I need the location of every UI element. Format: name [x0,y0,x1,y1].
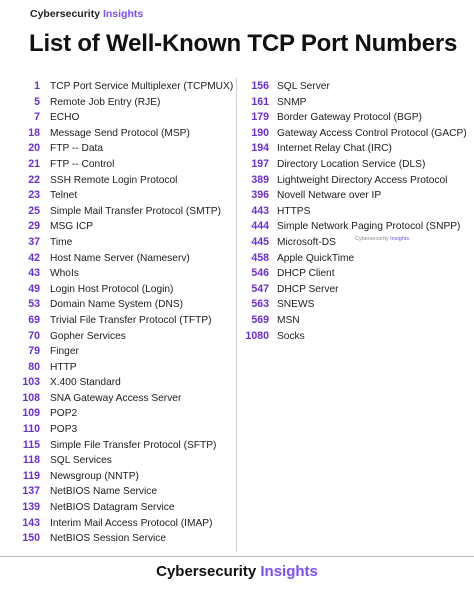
port-number: 7 [34,111,40,124]
port-row [0,95,235,111]
port-row [236,141,474,157]
port-row [0,531,235,547]
port-number: 194 [251,142,269,155]
port-number: 563 [251,298,269,311]
service-name: TCP Port Service Multiplexer (TCPMUX) [50,81,234,92]
port-row [0,251,235,267]
port-number: 25 [28,204,40,217]
port-number: 20 [28,142,40,155]
service-name: Lightweight Directory Access Protocol [277,174,448,186]
service-name: Host Name Server (Nameserv) [50,252,190,264]
port-row [0,469,235,485]
service-name: Gopher Services [50,330,126,342]
port-row [236,329,474,345]
port-number: 118 [22,454,40,467]
port-number: 569 [251,313,269,326]
brand-accent: Insights [102,8,144,20]
port-number: 110 [22,423,40,436]
port-number: 1 [34,80,40,92]
port-number: 445 [251,235,269,248]
port-row [0,282,235,298]
port-row [0,126,235,142]
footer-accent: Insights [260,563,318,580]
service-name: X.400 Standard [50,377,121,389]
port-row [0,438,235,454]
port-number: 150 [22,532,40,545]
port-number: 396 [251,189,269,202]
port-row [236,110,474,126]
service-name: SQL Services [50,455,112,467]
port-row [0,375,235,391]
port-number: 137 [22,485,40,498]
port-row [0,173,235,189]
port-row [236,95,474,111]
port-row [0,297,235,313]
port-number: 179 [251,111,269,124]
port-number: 43 [28,267,40,280]
service-name: NetBIOS Datagram Service [50,502,175,514]
watermark-accent: Insights [390,236,410,242]
port-number: 80 [28,360,40,373]
port-number: 156 [251,80,269,92]
port-row [0,406,235,422]
service-name: Telnet [50,190,78,202]
service-name: Microsoft-DS [277,236,336,248]
service-name: Domain Name System (DNS) [50,299,184,311]
port-number: 37 [28,235,40,248]
service-name: POP3 [50,424,78,436]
port-row [236,219,474,235]
service-name: Login Host Protocol (Login) [50,283,174,295]
left-port-column [0,79,235,547]
port-number: 79 [28,345,40,358]
service-name: Finger [50,346,79,358]
port-row [0,219,235,235]
service-name: Simple File Transfer Protocol (SFTP) [50,439,217,451]
port-row [236,79,474,95]
service-name: Directory Location Service (DLS) [277,158,426,170]
port-number: 49 [28,282,40,295]
service-name: FTP -- Data [50,143,104,155]
port-row [0,329,235,345]
service-name: SNEWS [277,299,315,311]
port-number: 458 [251,251,269,264]
service-name: DHCP Server [277,283,339,295]
service-name: Trivial File Transfer Protocol (TFTP) [50,314,212,326]
port-row [0,453,235,469]
port-number: 109 [22,407,40,420]
port-number: 547 [251,282,269,295]
port-number: 139 [22,501,40,514]
service-name: NetBIOS Session Service [50,533,167,545]
port-row [0,266,235,282]
port-row [0,360,235,376]
port-row [0,79,235,95]
port-row [236,204,474,220]
port-number: 103 [22,376,40,389]
port-row [0,204,235,220]
port-row [236,313,474,329]
service-name: SNA Gateway Access Server [50,392,182,404]
service-name: Socks [277,330,305,342]
service-name: MSN [277,314,300,326]
port-number: 53 [28,298,40,311]
port-number: 444 [251,220,269,233]
port-row [0,235,235,251]
port-row [0,500,235,516]
service-name: Time [50,236,73,248]
service-name: ECHO [50,112,80,124]
service-name: NetBIOS Name Service [50,486,158,498]
port-number: 21 [28,157,40,170]
port-number: 115 [22,438,40,451]
port-row [0,516,235,532]
service-name: Remote Job Entry (RJE) [50,96,161,108]
port-number: 389 [251,173,269,186]
service-name: DHCP Client [277,268,335,280]
port-number: 108 [22,391,40,404]
port-row [0,391,235,407]
service-name: Simple Network Paging Protocol (SNPP) [277,221,461,233]
service-name: Apple QuickTime [277,252,355,264]
port-row [236,157,474,173]
port-row [0,344,235,360]
brand-name: Cybersecurity [30,8,101,20]
service-name: HTTPS [277,205,311,217]
port-row [236,251,474,267]
port-number: 1080 [245,329,269,342]
footer-divider [0,556,474,557]
service-name: SNMP [277,96,307,108]
port-number: 443 [251,204,269,217]
service-name: Newsgroup (NNTP) [50,470,139,482]
port-row [0,422,235,438]
port-number: 546 [251,267,269,280]
port-row [236,126,474,142]
service-name: Border Gateway Protocol (BGP) [277,112,422,124]
port-number: 69 [28,313,40,326]
port-row [0,313,235,329]
port-number: 22 [28,173,40,186]
port-row [0,157,235,173]
port-row [236,297,474,313]
service-name: POP2 [50,408,78,420]
port-number: 42 [28,251,40,264]
footer-logo [0,563,474,580]
port-row [236,188,474,204]
port-number: 197 [251,157,269,170]
port-row [236,266,474,282]
port-number: 161 [251,95,269,108]
port-number: 143 [22,516,40,529]
port-row [0,188,235,204]
service-name: Gateway Access Control Protocol (GACP) [277,127,467,139]
service-name: HTTP [50,361,77,373]
page-title: List of Well-Known TCP Port Numbers [29,30,458,57]
port-row [0,141,235,157]
port-number: 119 [22,469,40,482]
port-row [236,173,474,189]
service-name: Message Send Protocol (MSP) [50,127,190,139]
port-number: 18 [28,126,40,139]
service-name: SQL Server [277,81,330,92]
service-name: WhoIs [50,268,79,280]
port-number: 23 [28,189,40,202]
port-row [0,110,235,126]
port-row [0,484,235,500]
service-name: Internet Relay Chat (IRC) [277,143,392,155]
service-name: FTP -- Control [50,158,115,170]
service-name: SSH Remote Login Protocol [50,174,178,186]
port-number: 190 [251,126,269,139]
service-name: Simple Mail Transfer Protocol (SMTP) [50,205,221,217]
service-name: Interim Mail Access Protocol (IMAP) [50,517,213,529]
watermark-name: Cybersecurity [355,236,389,242]
port-row [236,282,474,298]
port-number: 29 [28,220,40,233]
footer-name: Cybersecurity [156,563,257,580]
service-name: Novell Netware over IP [277,190,382,202]
right-port-column [236,79,474,344]
brand-logo [30,8,143,20]
port-number: 5 [34,95,40,108]
service-name: MSG ICP [50,221,94,233]
watermark [355,236,409,242]
port-number: 70 [28,329,40,342]
